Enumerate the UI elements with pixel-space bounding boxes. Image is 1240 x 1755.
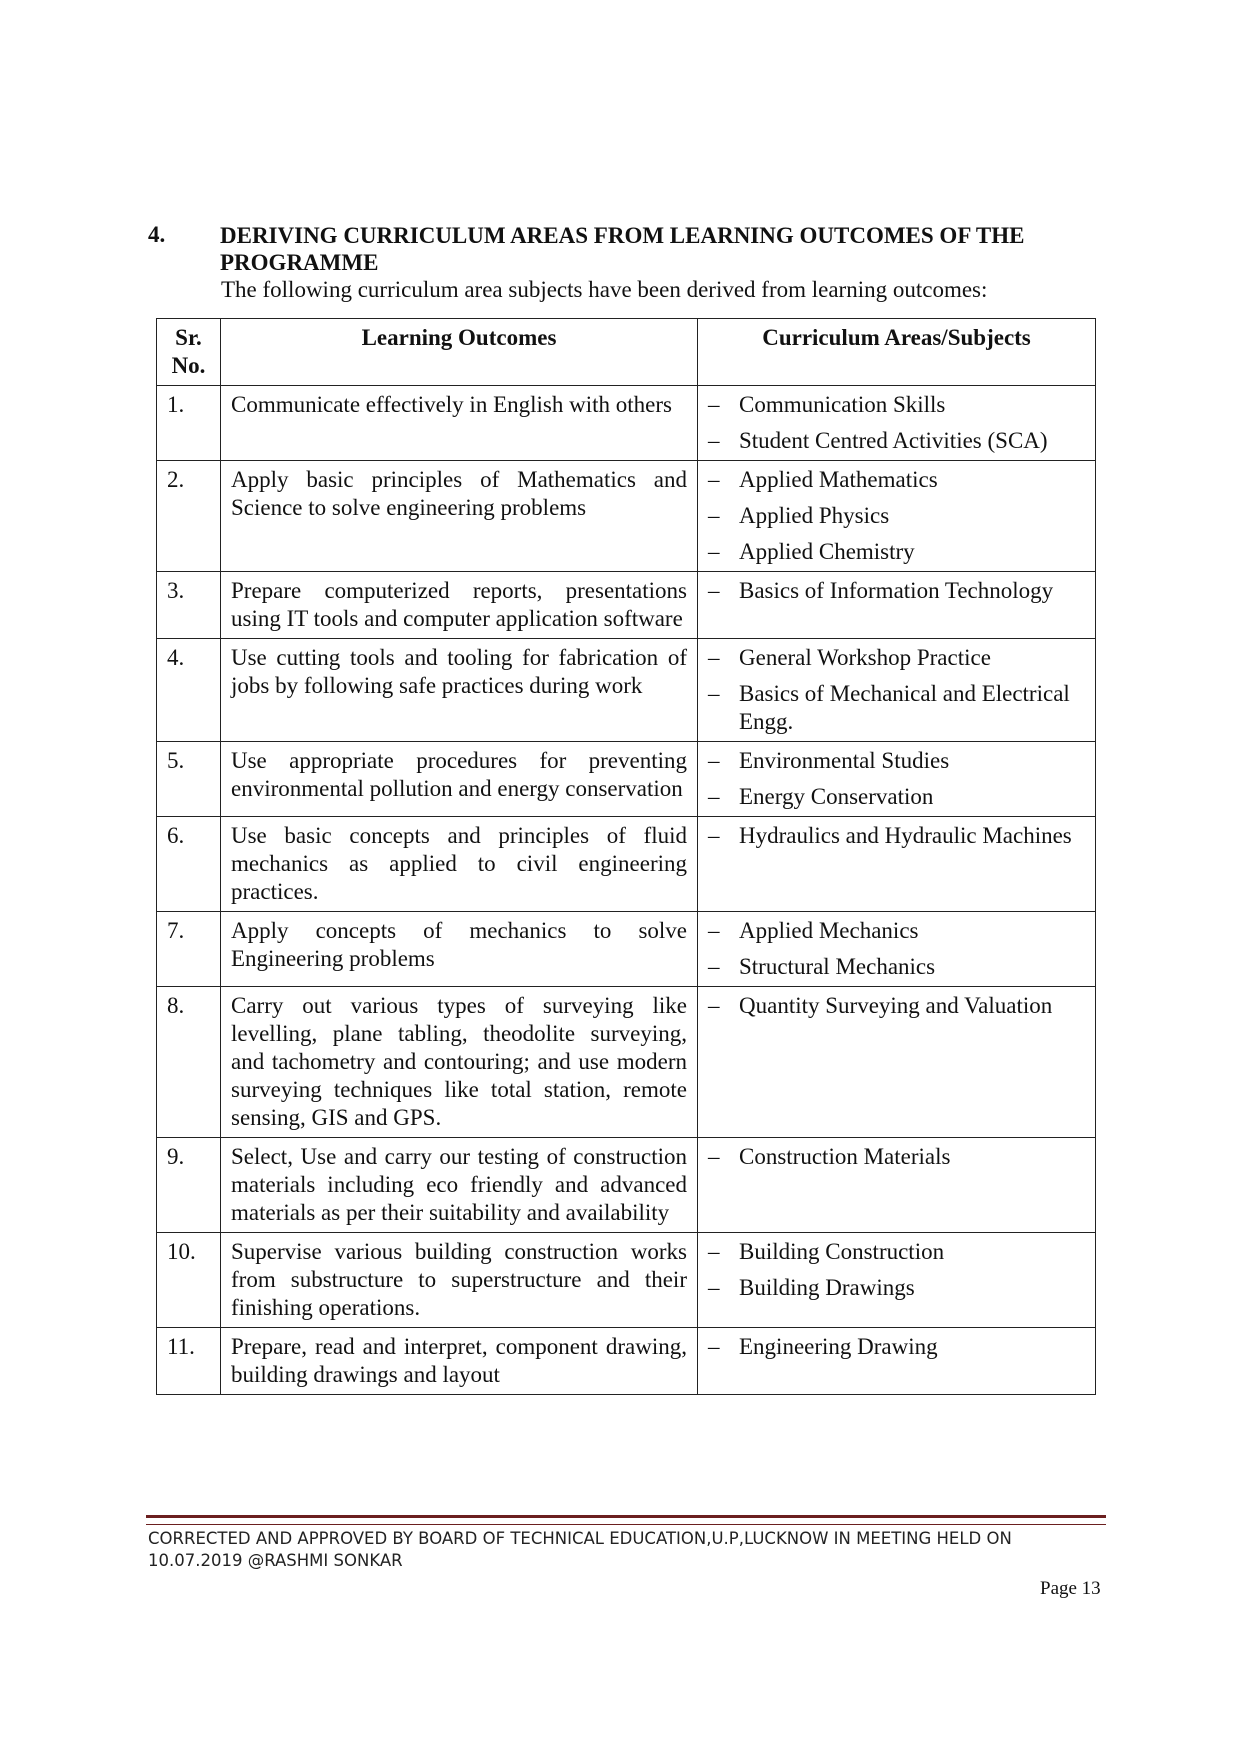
row-learning-outcome: Use appropriate procedures for preventing environmental pollution and energy conservation	[221, 742, 698, 817]
row-learning-outcome: Select, Use and carry our testing of construction materials including eco friendly and advanced materials as per their suitability and availability	[221, 1138, 698, 1233]
row-serial-number: 10.	[157, 1233, 221, 1328]
row-curriculum-areas	[698, 1328, 1096, 1395]
row-learning-outcome: Prepare, read and interpret, component drawing, building drawings and layout	[221, 1328, 698, 1395]
subject-list	[708, 1143, 1085, 1171]
row-curriculum-areas	[698, 912, 1096, 987]
footer-note	[148, 1528, 1108, 1572]
footer-line-1: CORRECTED AND APPROVED BY BOARD OF TECHNICAL EDUCATION,U.P,LUCKNOW IN MEETING HELD ON	[148, 1529, 1012, 1548]
table-row	[157, 639, 1096, 742]
subject-item: – Hydraulics and Hydraulic Machines	[708, 822, 1085, 850]
row-learning-outcome: Apply basic principles of Mathematics and Science to solve engineering problems	[221, 461, 698, 572]
outcomes-table	[156, 318, 1096, 1395]
row-serial-number: 11.	[157, 1328, 221, 1395]
row-serial-number: 6.	[157, 817, 221, 912]
row-serial-number: 4.	[157, 639, 221, 742]
row-curriculum-areas	[698, 1138, 1096, 1233]
subject-item: – Environmental Studies	[708, 747, 1085, 775]
table-row	[157, 912, 1096, 987]
header-learning-outcomes: Learning Outcomes	[221, 319, 698, 386]
row-serial-number: 7.	[157, 912, 221, 987]
header-sr-no: Sr. No.	[157, 319, 221, 386]
subject-item: – Energy Conservation	[708, 783, 1085, 811]
subject-item: – Structural Mechanics	[708, 953, 1085, 981]
subject-list	[708, 917, 1085, 981]
row-learning-outcome: Supervise various building construction works from substructure to superstructure and their finishing operations.	[221, 1233, 698, 1328]
footer-divider	[146, 1515, 1106, 1525]
subject-list	[708, 391, 1085, 455]
subject-item: – Building Construction	[708, 1238, 1085, 1266]
table-row	[157, 572, 1096, 639]
subject-item: – Engineering Drawing	[708, 1333, 1085, 1361]
table-body	[157, 386, 1096, 1395]
row-curriculum-areas	[698, 987, 1096, 1138]
table-header-row	[157, 319, 1096, 386]
subject-item: – Quantity Surveying and Valuation	[708, 992, 1085, 1020]
row-curriculum-areas	[698, 386, 1096, 461]
subject-list	[708, 466, 1085, 566]
section-intro: The following curriculum area subjects have been derived from learning outcomes:	[221, 277, 988, 302]
subject-list	[708, 747, 1085, 811]
row-curriculum-areas	[698, 817, 1096, 912]
row-curriculum-areas	[698, 639, 1096, 742]
table-row	[157, 987, 1096, 1138]
subject-item: – Applied Mathematics	[708, 466, 1085, 494]
section-title: DERIVING CURRICULUM AREAS FROM LEARNING OUTCOMES OF THE PROGRAMME	[220, 223, 1025, 275]
subject-item: – Applied Chemistry	[708, 538, 1085, 566]
footer-line-2: 10.07.2019 @RASHMI SONKAR	[148, 1551, 403, 1570]
row-learning-outcome: Use basic concepts and principles of fluid mechanics as applied to civil engineering practices.	[221, 817, 698, 912]
subject-item: – Communication Skills	[708, 391, 1085, 419]
subject-list	[708, 1333, 1085, 1361]
row-serial-number: 8.	[157, 987, 221, 1138]
table-row	[157, 742, 1096, 817]
page-number: Page 13	[1040, 1578, 1101, 1599]
row-serial-number: 1.	[157, 386, 221, 461]
row-curriculum-areas	[698, 1233, 1096, 1328]
header-curriculum-areas: Curriculum Areas/Subjects	[698, 319, 1096, 386]
table-row	[157, 1138, 1096, 1233]
subject-list	[708, 992, 1085, 1020]
table-row	[157, 1233, 1096, 1328]
row-serial-number: 5.	[157, 742, 221, 817]
subject-list	[708, 577, 1085, 605]
subject-item: – Applied Physics	[708, 502, 1085, 530]
subject-list	[708, 644, 1085, 736]
table-row	[157, 817, 1096, 912]
row-learning-outcome: Apply concepts of mechanics to solve Engineering problems	[221, 912, 698, 987]
row-curriculum-areas	[698, 572, 1096, 639]
row-learning-outcome: Use cutting tools and tooling for fabrication of jobs by following safe practices during work	[221, 639, 698, 742]
row-curriculum-areas	[698, 461, 1096, 572]
subject-item: – Basics of Mechanical and Electrical Engg.	[708, 680, 1085, 736]
subject-item: – Building Drawings	[708, 1274, 1085, 1302]
subject-list	[708, 1238, 1085, 1302]
subject-item: – Construction Materials	[708, 1143, 1085, 1171]
section-number: 4.	[148, 222, 166, 247]
subject-item: – Applied Mechanics	[708, 917, 1085, 945]
row-serial-number: 9.	[157, 1138, 221, 1233]
row-learning-outcome: Communicate effectively in English with others	[221, 386, 698, 461]
row-serial-number: 3.	[157, 572, 221, 639]
table-row	[157, 1328, 1096, 1395]
table-row	[157, 461, 1096, 572]
row-serial-number: 2.	[157, 461, 221, 572]
subject-item: – General Workshop Practice	[708, 644, 1085, 672]
row-learning-outcome: Carry out various types of surveying like levelling, plane tabling, theodolite surveying, and tachometry and contouring; and use modern surveying techniques like total station, remote sensing, GIS and GPS.	[221, 987, 698, 1138]
subject-item: – Basics of Information Technology	[708, 577, 1085, 605]
table-row	[157, 386, 1096, 461]
row-curriculum-areas	[698, 742, 1096, 817]
subject-list	[708, 822, 1085, 850]
subject-item: – Student Centred Activities (SCA)	[708, 427, 1085, 455]
row-learning-outcome: Prepare computerized reports, presentations using IT tools and computer application software	[221, 572, 698, 639]
